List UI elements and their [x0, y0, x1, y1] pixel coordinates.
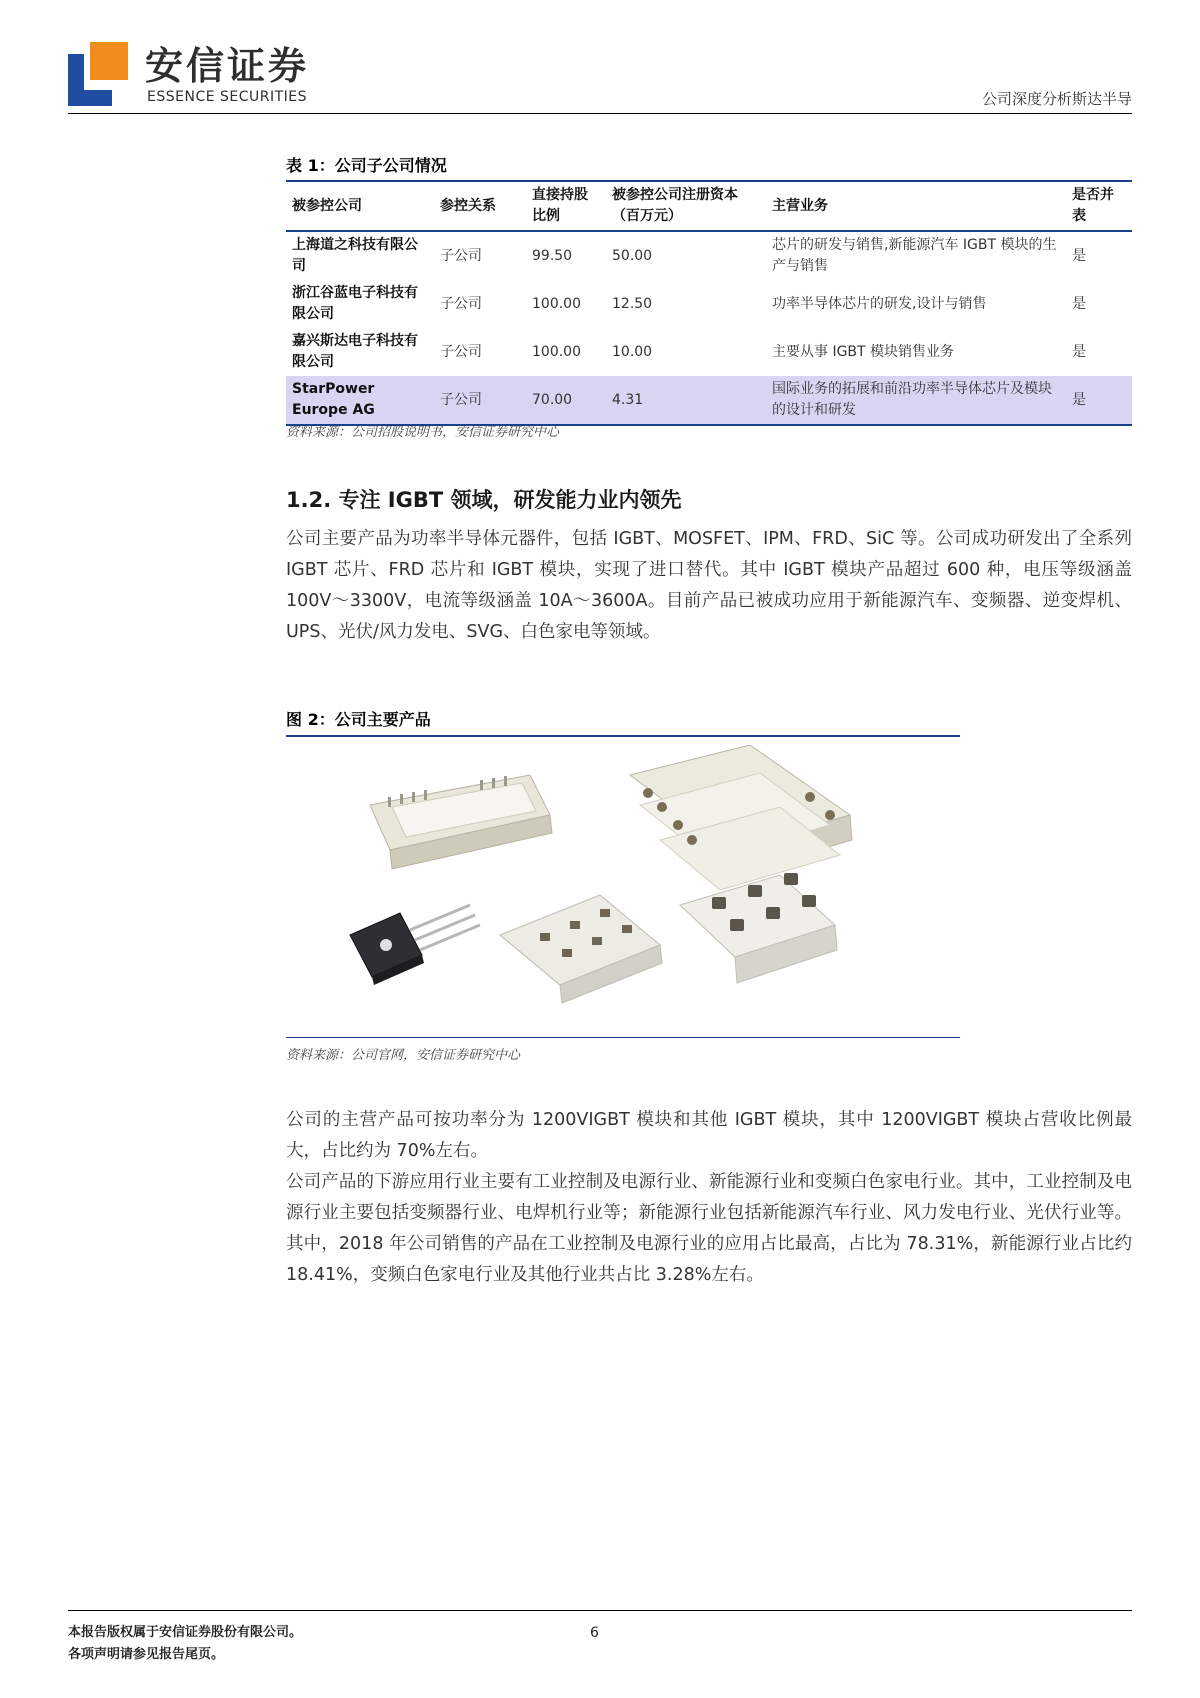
cell-capital: 12.50 [612, 295, 653, 312]
igbt-module-long-image [370, 775, 552, 869]
cell-relation: 子公司 [440, 295, 482, 312]
logo-mark [68, 42, 128, 106]
figure-source: 资料来源：公司官网，安信证券研究中心 [286, 1048, 521, 1063]
product-photos [330, 745, 930, 1030]
brand-name-en: ESSENCE SECURITIES [147, 89, 308, 105]
table-row [286, 328, 1132, 376]
cell-relation: 子公司 [440, 247, 482, 264]
cell-relation: 子公司 [440, 343, 482, 360]
page-number: 6 [590, 1625, 599, 1641]
cell-ratio: 70.00 [526, 376, 606, 425]
cell-consolidated: 是 [1072, 247, 1086, 264]
section-paragraph: 公司主要产品为功率半导体元器件，包括 IGBT、MOSFET、IPM、FRD、SiC 等。公司成功研发出了全系列 IGBT 芯片、FRD 芯片和 IGBT 模块，实现了进口替代。其中 IGBT 模块产品超过 600 种，电压等级涵盖 100V～3300V，电流等级涵盖 10A～3600A。目前产品已被成功应用于新能源汽车、变频器、逆变焊机、UPS、光伏/风力发电、SVG、白色家电等领域。 [286, 529, 1132, 642]
report-title: 公司深度分析斯达半导 [981, 90, 1132, 108]
brand-name-cn: 安信证券 [145, 44, 310, 88]
cell-ratio: 99.50 [532, 247, 573, 264]
figure-top-rule [286, 735, 960, 737]
footer-line: 本报告版权属于安信证券股份有限公司。 [68, 1625, 303, 1640]
cell-business: 芯片的研发与销售,新能源汽车 IGBT 模块的生产与销售 [772, 237, 1057, 274]
table-row [286, 280, 1132, 328]
igbt-module-six-pack-image [500, 895, 662, 1003]
cell-consolidated: 是 [1072, 295, 1086, 312]
cell-company: 上海道之科技有限公司 [292, 237, 418, 274]
col-header-consolidated: 是否并表 [1066, 181, 1132, 231]
section-title: 1.2. 专注 IGBT 领域，研发能力业内领先 [286, 488, 682, 512]
table-header-row [286, 181, 1132, 231]
cell-capital: 50.00 [612, 247, 653, 264]
table-row [286, 231, 1132, 280]
cell-business: 主要从事 IGBT 模块销售业务 [772, 343, 955, 360]
table-caption: 表 1：公司子公司情况 [286, 156, 447, 175]
cell-capital: 10.00 [612, 343, 653, 360]
cell-consolidated: 是 [1066, 376, 1132, 425]
cell-consolidated: 是 [1072, 343, 1086, 360]
footer-divider [68, 1610, 1132, 1611]
igbt-module-half-bridge-image [680, 873, 837, 983]
footer-line: 各项声明请参见报告尾页。 [68, 1647, 225, 1662]
cell-company: StarPower Europe AG [286, 376, 434, 425]
col-header-capital: 被参控公司注册资本（百万元） [606, 181, 766, 231]
body-paragraph: 公司的主营产品可按功率分为 1200VIGBT 模块和其他 IGBT 模块，其中 1200VIGBT 模块占营收比例最大，占比约为 70%左右。 [286, 1110, 1132, 1161]
col-header-ratio: 直接持股比例 [526, 181, 606, 231]
igbt-module-large-image [630, 745, 852, 890]
igbt-discrete-image [350, 905, 480, 985]
header-divider [68, 113, 1132, 114]
col-header-company: 被参控公司 [286, 181, 434, 231]
figure-caption: 图 2：公司主要产品 [286, 710, 431, 729]
figure-bottom-rule [286, 1037, 960, 1038]
cell-ratio: 100.00 [532, 343, 581, 360]
cell-business: 功率半导体芯片的研发,设计与销售 [772, 295, 987, 312]
body-paragraph: 公司产品的下游应用行业主要有工业控制及电源行业、新能源行业和变频白色家电行业。其中，工业控制及电源行业主要包括变频器行业、电焊机行业等；新能源行业包括新能源汽车行业、风力发电行业、光伏行业等。其中，2018 年公司销售的产品在工业控制及电源行业的应用占比最高，占比为 78.31%，新能源行业占比约 18.41%，变频白色家电行业及其他行业共占比 3.28%左右。 [286, 1172, 1132, 1285]
cell-company: 浙江谷蓝电子科技有限公司 [292, 285, 418, 322]
cell-business: 国际业务的拓展和前沿功率半导体芯片及模块的设计和研发 [766, 376, 1066, 425]
table-row [286, 376, 1132, 425]
col-header-relation: 参控关系 [434, 181, 526, 231]
cell-company: 嘉兴斯达电子科技有限公司 [292, 333, 418, 370]
cell-ratio: 100.00 [532, 295, 581, 312]
cell-capital: 4.31 [606, 376, 766, 425]
footer-disclaimer [68, 1622, 302, 1666]
cell-relation: 子公司 [434, 376, 526, 425]
table-source: 资料来源：公司招股说明书，安信证券研究中心 [286, 425, 560, 440]
col-header-business: 主营业务 [766, 181, 1066, 231]
subsidiaries-table [286, 180, 1132, 426]
